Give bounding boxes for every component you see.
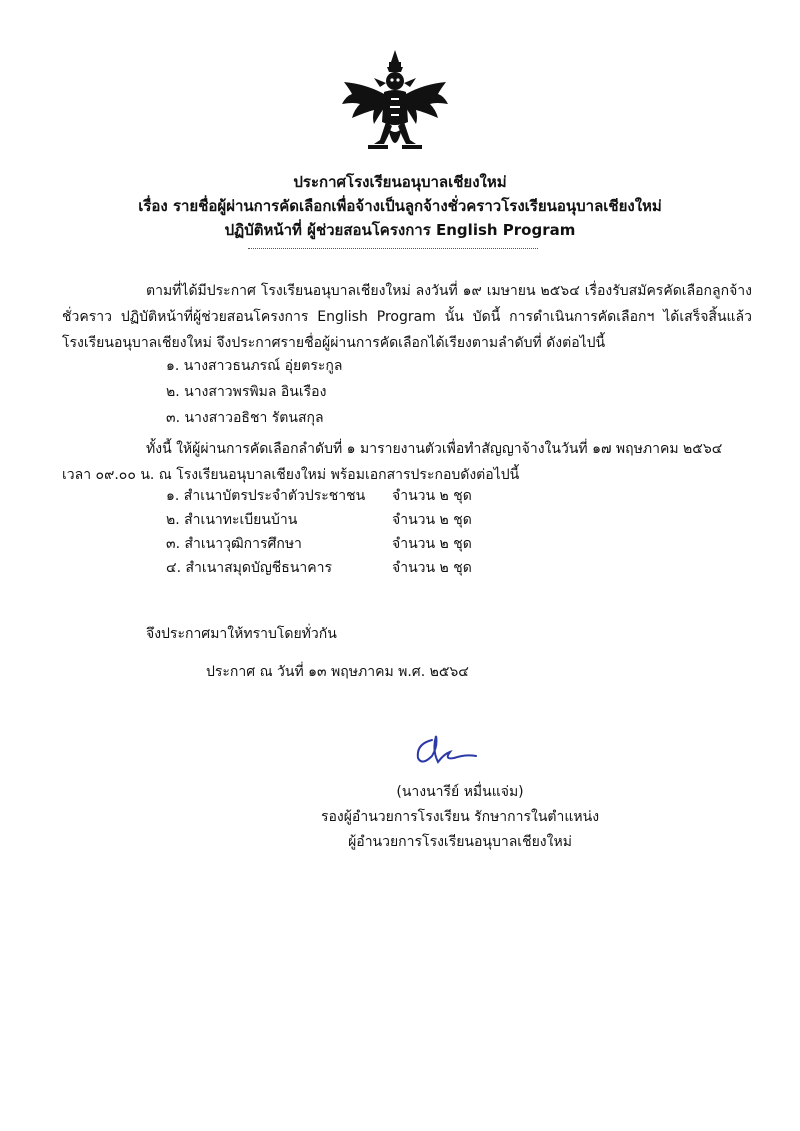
document-quantity: จำนวน ๒ ชุด — [392, 536, 472, 552]
list-item — [166, 532, 472, 556]
document-name: ๑. สำเนาบัตรประจำตัวประชาชน — [166, 488, 366, 504]
list-item: ๓. นางสาวอธิชา รัตนสกุล — [166, 410, 324, 426]
list-item: ๒. นางสาวพรพิมล อินเรือง — [166, 384, 327, 400]
announcement-title: ประกาศโรงเรียนอนุบาลเชียงใหม่ — [293, 173, 507, 191]
instruction-paragraph: ทั้งนี้ ให้ผู้ผ่านการคัดเลือกลำดับที่ ๑ มารายงานตัวเพื่อทำสัญญาจ้างในวันที่ ๑๗ พฤษภาคม ๒๕๖๔ เวลา ๐๙.๐๐ น. ณ โรงเรียนอนุบาลเชียงใหม่ พร้อมเอกสารประกอบดังต่อไปนี้ — [62, 441, 723, 483]
list-item — [166, 508, 472, 532]
required-documents-list — [166, 484, 472, 580]
intro-paragraph: ตามที่ได้มีประกาศ โรงเรียนอนุบาลเชียงใหม่ ลงวันที่ ๑๙ เมษายน ๒๕๖๔ เรื่องรับสมัครคัดเลือกลูกจ้างชั่วคราว ปฏิบัติหน้าที่ผู้ช่วยสอนโครงการ English Program นั้น บัดนี้ การดำเนินการคัดเลือกฯ ได้เสร็จสิ้นแล้ว โรงเรียนอนุบาลเชียงใหม่ จึงประกาศรายชื่อผู้ผ่านการคัดเลือกได้เรียงตามลำดับที่ ดังต่อไปนี้ — [62, 283, 752, 351]
garuda-emblem-icon — [340, 48, 450, 160]
signer-position-acting: ผู้อำนวยการโรงเรียนอนุบาลเชียงใหม่ — [348, 834, 572, 850]
document-quantity: จำนวน ๒ ชุด — [392, 560, 472, 576]
candidate-list — [166, 353, 342, 431]
document-name: ๓. สำเนาวุฒิการศึกษา — [166, 536, 302, 552]
announcement-date: ประกาศ ณ วันที่ ๑๓ พฤษภาคม พ.ศ. ๒๕๖๔ — [206, 664, 469, 680]
document-quantity: จำนวน ๒ ชุด — [392, 488, 472, 504]
signer-position: รองผู้อำนวยการโรงเรียน รักษาการในตำแหน่ง — [320, 809, 600, 825]
document-name: ๔. สำเนาสมุดบัญชีธนาคาร — [166, 560, 333, 576]
list-item — [166, 484, 472, 508]
announcement-subject: เรื่อง รายชื่อผู้ผ่านการคัดเลือกเพื่อจ้างเป็นลูกจ้างชั่วคราวโรงเรียนอนุบาลเชียงใหม่ — [138, 197, 662, 215]
document-name: ๒. สำเนาทะเบียนบ้าน — [166, 512, 298, 528]
list-item: ๑. นางสาวธนภรณ์ อุ่ยตระกูล — [166, 358, 343, 374]
signer-name: (นางนารีย์ หมื่นแจ่ม) — [396, 784, 524, 800]
handwritten-signature — [410, 730, 480, 770]
closing-statement: จึงประกาศมาให้ทราบโดยทั่วกัน — [146, 626, 337, 642]
dotted-divider — [248, 248, 538, 249]
list-item — [166, 556, 472, 580]
document-quantity: จำนวน ๒ ชุด — [392, 512, 472, 528]
announcement-subject-detail: ปฏิบัติหน้าที่ ผู้ช่วยสอนโครงการ English Program — [224, 221, 576, 239]
